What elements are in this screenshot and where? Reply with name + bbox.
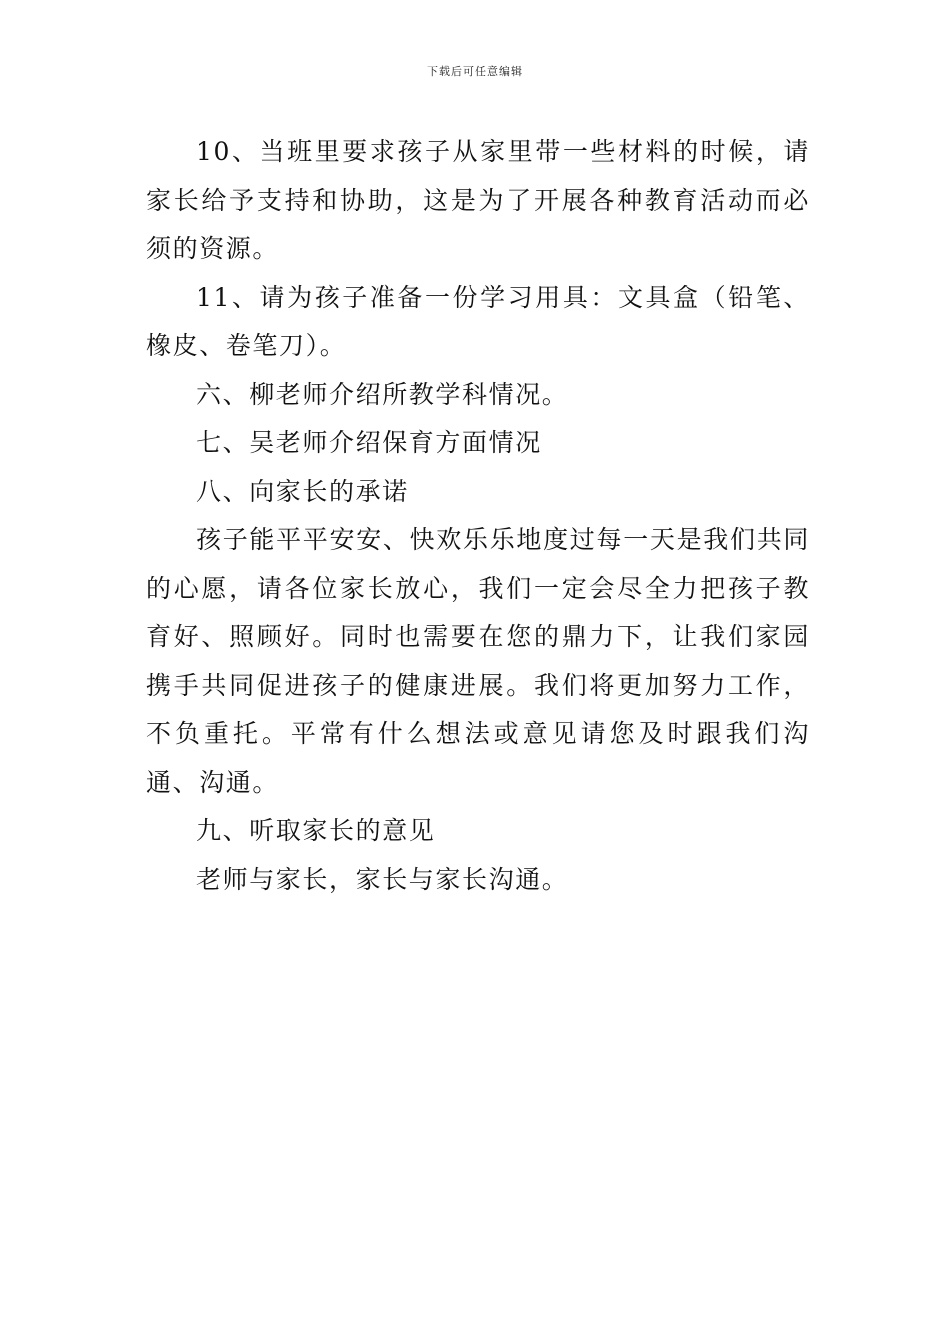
section-heading-7: 七、吴老师介绍保育方面情况 [196, 428, 542, 457]
page-header-note: 下载后可任意编辑 [427, 65, 523, 78]
paragraph-item-11-supplies: 11、请为孩子准备一份学习用具：文具盒（铅笔、橡皮、卷笔刀）。 [146, 282, 810, 360]
section-heading-8: 八、向家长的承诺 [196, 476, 409, 506]
document-body [146, 128, 810, 904]
closing-paragraph: 老师与家长，家长与家长沟通。 [196, 864, 569, 894]
section-heading-6: 六、柳老师介绍所教学科情况。 [196, 379, 569, 409]
section-heading-9: 九、听取家长的意见 [196, 816, 436, 845]
paragraph-item-10-materials: 10、当班里要求孩子从家里带一些材料的时候，请家长给予支持和协助，这是为了开展各种教育活动而必须的资源。 [146, 137, 810, 263]
promise-paragraph: 孩子能平平安安、快欢乐乐地度过每一天是我们共同的心愿，请各位家长放心，我们一定会尽全力把孩子教育好、照顾好。同时也需要在您的鼎力下，让我们家园携手共同促进孩子的健康进展。我们将更加努力工作，不负重托。平常有什么想法或意见请您及时跟我们沟通、沟通。 [146, 525, 810, 797]
